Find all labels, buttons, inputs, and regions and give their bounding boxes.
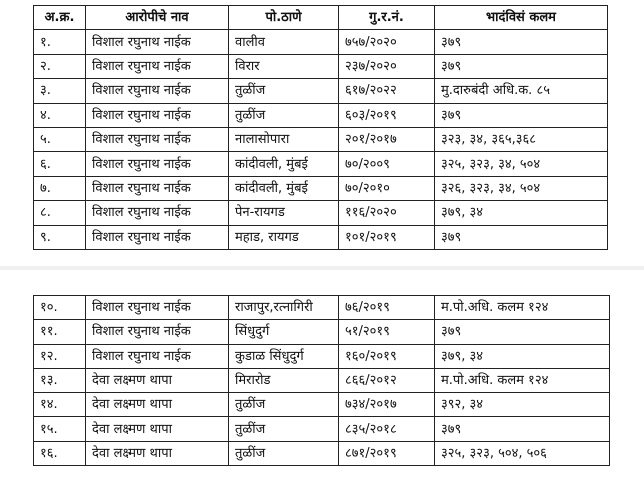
cell-ipc-section: ३२५, ३२३, ३४, ५०४ bbox=[435, 152, 608, 176]
cell-crime-register-no: ८६६/२०१२ bbox=[339, 368, 435, 392]
cell-serial-no: १६. bbox=[34, 441, 86, 465]
header-police-station: पो.ठाणे bbox=[229, 6, 339, 30]
cell-police-station: कांदीवली, मुंबई bbox=[229, 152, 339, 176]
table-row bbox=[34, 54, 608, 78]
cell-police-station: विरार bbox=[229, 54, 339, 78]
table-row bbox=[34, 176, 608, 200]
cell-ipc-section: ३७९ bbox=[435, 417, 610, 441]
cell-serial-no: १४. bbox=[34, 393, 86, 417]
cell-serial-no: ७. bbox=[34, 176, 86, 200]
cell-crime-register-no: ७०/२०१० bbox=[339, 176, 435, 200]
table-row bbox=[34, 320, 610, 344]
cell-accused-name: विशाल रघुनाथ नाईक bbox=[86, 79, 229, 103]
cell-crime-register-no: ८३५/२०१८ bbox=[339, 417, 435, 441]
cell-accused-name: विशाल रघुनाथ नाईक bbox=[86, 320, 229, 344]
cell-ipc-section: ३७९ bbox=[435, 320, 610, 344]
cell-accused-name: विशाल रघुनाथ नाईक bbox=[86, 30, 229, 54]
cell-crime-register-no: ७०/२००९ bbox=[339, 152, 435, 176]
cell-crime-register-no: ८७१/२०१९ bbox=[339, 441, 435, 465]
table-row bbox=[34, 30, 608, 54]
cell-ipc-section: ३७९, ३४ bbox=[435, 201, 608, 225]
cell-accused-name: विशाल रघुनाथ नाईक bbox=[86, 344, 229, 368]
cell-crime-register-no: ७३४/२०१७ bbox=[339, 393, 435, 417]
cell-police-station: सिंधुदुर्ग bbox=[229, 320, 339, 344]
cell-ipc-section: ३७९, ३४ bbox=[435, 344, 610, 368]
cell-crime-register-no: २०१/२०१७ bbox=[339, 127, 435, 151]
cell-police-station: राजापुर,रत्नागिरी bbox=[229, 296, 339, 320]
table-row bbox=[34, 393, 610, 417]
cell-accused-name: विशाल रघुनाथ नाईक bbox=[86, 296, 229, 320]
cell-serial-no: १५. bbox=[34, 417, 86, 441]
table-row bbox=[34, 152, 608, 176]
cell-police-station: पेन-रायगड bbox=[229, 201, 339, 225]
cell-ipc-section: मु.दारुबंदी अधि.क. ८५ bbox=[435, 79, 608, 103]
cell-accused-name: विशाल रघुनाथ नाईक bbox=[86, 127, 229, 151]
cell-ipc-section: ३२३, ३४, ३६५,३६८ bbox=[435, 127, 608, 151]
cell-crime-register-no: ५१/२०१९ bbox=[339, 320, 435, 344]
cell-crime-register-no: ११६/२०२० bbox=[339, 201, 435, 225]
table-row bbox=[34, 441, 610, 465]
cell-accused-name: विशाल रघुनाथ नाईक bbox=[86, 103, 229, 127]
table-row bbox=[34, 79, 608, 103]
cell-ipc-section: ३२६, ३२३, ३४, ५०४ bbox=[435, 176, 608, 200]
cell-accused-name: विशाल रघुनाथ नाईक bbox=[86, 176, 229, 200]
criminal-record-table-2 bbox=[33, 295, 610, 466]
cell-police-station: तुळींज bbox=[229, 79, 339, 103]
cell-accused-name: विशाल रघुनाथ नाईक bbox=[86, 201, 229, 225]
cell-serial-no: ९. bbox=[34, 225, 86, 249]
cell-police-station: वालीव bbox=[229, 30, 339, 54]
cell-ipc-section: ३२५, ३२३, ५०४, ५०६ bbox=[435, 441, 610, 465]
cell-crime-register-no: १०१/२०१९ bbox=[339, 225, 435, 249]
table-row bbox=[34, 368, 610, 392]
cell-police-station: तुळींज bbox=[229, 393, 339, 417]
cell-police-station: कांदीवली, मुंबई bbox=[229, 176, 339, 200]
cell-ipc-section: ३७९ bbox=[435, 54, 608, 78]
cell-accused-name: देवा लक्ष्मण थापा bbox=[86, 417, 229, 441]
cell-serial-no: १२. bbox=[34, 344, 86, 368]
cell-serial-no: १०. bbox=[34, 296, 86, 320]
cell-accused-name: विशाल रघुनाथ नाईक bbox=[86, 152, 229, 176]
cell-serial-no: ५. bbox=[34, 127, 86, 151]
cell-accused-name: देवा लक्ष्मण थापा bbox=[86, 393, 229, 417]
cell-police-station: महाड, रायगड bbox=[229, 225, 339, 249]
table-row bbox=[34, 225, 608, 249]
cell-accused-name: विशाल रघुनाथ नाईक bbox=[86, 54, 229, 78]
cell-crime-register-no: १६०/२०१९ bbox=[339, 344, 435, 368]
cell-crime-register-no: ६०३/२०१९ bbox=[339, 103, 435, 127]
cell-crime-register-no: ७६/२०१९ bbox=[339, 296, 435, 320]
cell-ipc-section: म.पो.अधि. कलम १२४ bbox=[435, 368, 610, 392]
cell-police-station: नालासोपारा bbox=[229, 127, 339, 151]
cell-serial-no: १३. bbox=[34, 368, 86, 392]
cell-serial-no: ८. bbox=[34, 201, 86, 225]
cell-crime-register-no: २३७/२०२० bbox=[339, 54, 435, 78]
header-ipc-section: भादंविसं कलम bbox=[435, 6, 608, 30]
header-crime-register-no: गु.र.नं. bbox=[339, 6, 435, 30]
table-header-row bbox=[34, 6, 608, 30]
cell-ipc-section: म.पो.अधि. कलम १२४ bbox=[435, 296, 610, 320]
cell-ipc-section: ३७९ bbox=[435, 103, 608, 127]
cell-police-station: तुळींज bbox=[229, 103, 339, 127]
cell-serial-no: ६. bbox=[34, 152, 86, 176]
cell-serial-no: ३. bbox=[34, 79, 86, 103]
page-break-divider bbox=[0, 266, 644, 270]
header-serial-no: अ.क्र. bbox=[34, 6, 86, 30]
cell-ipc-section: ३७९ bbox=[435, 225, 608, 249]
cell-ipc-section: ३९२, ३४ bbox=[435, 393, 610, 417]
cell-police-station: मिरारोड bbox=[229, 368, 339, 392]
cell-accused-name: देवा लक्ष्मण थापा bbox=[86, 368, 229, 392]
cell-accused-name: विशाल रघुनाथ नाईक bbox=[86, 225, 229, 249]
cell-police-station: तुळींज bbox=[229, 417, 339, 441]
cell-serial-no: २. bbox=[34, 54, 86, 78]
cell-serial-no: ११. bbox=[34, 320, 86, 344]
cell-serial-no: ४. bbox=[34, 103, 86, 127]
cell-accused-name: देवा लक्ष्मण थापा bbox=[86, 441, 229, 465]
table-row bbox=[34, 296, 610, 320]
cell-serial-no: १. bbox=[34, 30, 86, 54]
criminal-record-table-1 bbox=[33, 5, 608, 250]
cell-crime-register-no: ६१७/२०२२ bbox=[339, 79, 435, 103]
cell-police-station: तुळींज bbox=[229, 441, 339, 465]
table-row bbox=[34, 417, 610, 441]
cell-crime-register-no: ७५७/२०२० bbox=[339, 30, 435, 54]
table-row bbox=[34, 201, 608, 225]
cell-ipc-section: ३७९ bbox=[435, 30, 608, 54]
header-accused-name: आरोपीचे नाव bbox=[86, 6, 229, 30]
table-row bbox=[34, 127, 608, 151]
table-row bbox=[34, 103, 608, 127]
cell-police-station: कुडाळ सिंधुदुर्ग bbox=[229, 344, 339, 368]
table-row bbox=[34, 344, 610, 368]
